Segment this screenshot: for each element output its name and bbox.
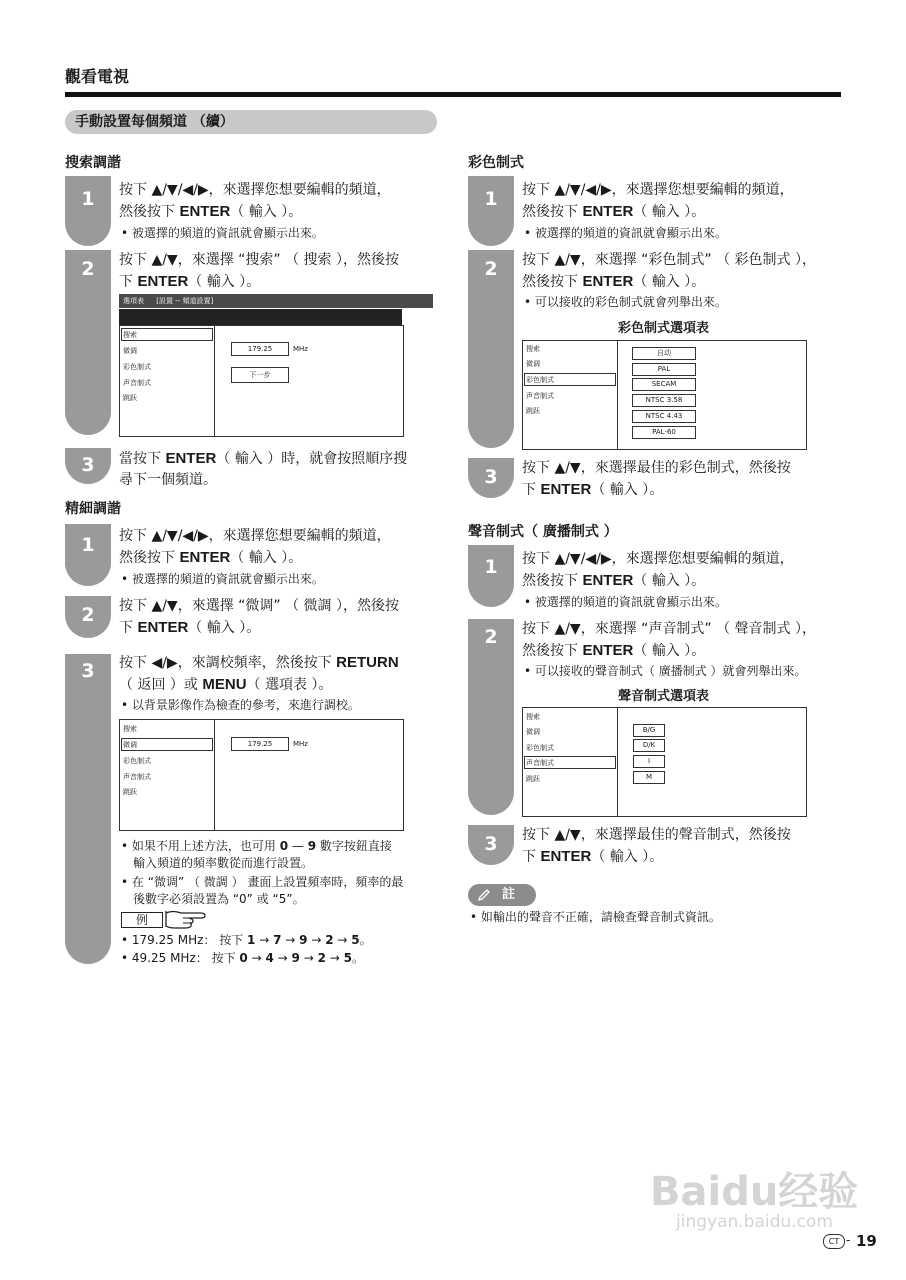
option-ntsc358[interactable]: NTSC 3.58 [632,394,696,407]
step-text [119,526,449,569]
key-9: 9 [307,839,317,853]
menu-item-color[interactable]: 彩色制式 [123,757,151,765]
note-label: 註 [502,887,516,902]
screen-header [119,294,433,308]
step-number: 2 [484,258,498,280]
key: 9 [299,933,308,947]
sound-heading: 聲音制式（ 廣播制式 ） [468,524,618,540]
text: 。 [359,933,372,947]
menu-item-fine[interactable]: 微调 [123,347,137,355]
text: 按下 ▲/▼，來選擇 “彩色制式” （ 彩色制式 ）， [522,252,817,268]
bullet: • 被選擇的頻道的資訊就會顯示出來。 [524,595,727,609]
text: 然後按下 [119,204,180,220]
text: 然後按下 [522,573,583,589]
step-number: 1 [81,534,95,556]
key: 0 [239,951,248,965]
note-bullet: • 如輸出的聲音不正確，請檢查聲音制式資訊。 [470,910,721,924]
step-text [522,549,852,592]
example-row: • 49.25 MHz： 按下 0 → 4 → 9 → 2 → 5。 [121,951,364,965]
menu-item-color[interactable]: 彩色制式 [123,363,151,371]
text: （ 輸入 ）。 [633,573,706,589]
next-button[interactable]: 下一步 [231,367,289,383]
text: 。 [351,951,364,965]
fine-screen [119,719,404,831]
page-number: 19 [856,1232,877,1250]
text: 尋下一個頻道。 [119,472,217,488]
menu-item-skip[interactable]: 跳跃 [526,407,540,415]
text: — [288,839,308,853]
example-row: • 179.25 MHz： 按下 1 → 7 → 9 → 2 → 5。 [121,933,372,947]
key-enter: ENTER [165,450,217,467]
option-pal60[interactable]: PAL-60 [632,426,696,439]
bullet-text: 可以接收的彩色制式就會列舉出來。 [534,295,727,309]
menu-item-color[interactable]: 彩色制式 [526,376,554,384]
chapter-title: 觀看電視 [65,67,130,86]
pointing-hand-icon [163,907,211,929]
text: 按下 ▲/▼，來選擇 “声音制式” （ 聲音制式 ）， [522,621,817,637]
step-text [119,652,449,696]
text: 按下 ▲/▼，來選擇最佳的彩色制式，然後按 [522,460,791,476]
key: 9 [291,951,300,965]
bullet: • 被選擇的頻道的資訊就會顯示出來。 [524,226,727,240]
step-text [522,180,852,223]
menu-item-sound[interactable]: 声音制式 [526,759,554,767]
text: （ 輸入 ）。 [230,204,303,220]
key-return: RETURN [336,654,399,671]
text: 下 [119,274,138,290]
pencil-icon [477,888,491,902]
step-number: 1 [484,188,498,210]
note-pill [468,884,536,906]
freq-unit: MHz [293,345,308,353]
option-auto[interactable]: 自动 [632,347,696,360]
bullet-text: 被選擇的頻道的資訊就會顯示出來。 [534,595,727,609]
key-enter: ENTER [582,203,634,220]
text: 按下 ◀/▶，來調校頻率，然後按下 [119,655,337,671]
example-freq: 49.25 MHz： [131,951,208,965]
step-number: 1 [484,556,498,578]
option-i[interactable]: I [633,755,665,768]
search-screen [119,325,404,437]
menu-item-skip[interactable]: 跳跃 [526,775,540,783]
step-text [119,448,449,491]
text: （ 選項表 ）。 [246,677,333,693]
text: （ 輸入 ）。 [591,482,664,498]
text: 按下 ▲/▼/◀/▶，來選擇您想要編輯的頻道， [119,182,391,198]
bullet-text: 可以接收的聲音制式（ 廣播制式 ）就會列舉出來。 [534,664,807,678]
text: 按下 ▲/▼，來選擇最佳的聲音制式，然後按 [522,827,791,843]
freq-field[interactable]: 179.25 [231,342,289,356]
example-label: 例 [121,912,163,928]
step-number: 1 [81,188,95,210]
option-ntsc443[interactable]: NTSC 4.43 [632,410,696,423]
menu-item-skip[interactable]: 跳跃 [123,394,137,402]
key-enter: ENTER [179,549,231,566]
key-enter: ENTER [179,203,231,220]
color-heading: 彩色制式 [468,155,524,171]
text: 如果不用上述方法，也可用 [131,839,280,853]
menu-item-sound[interactable]: 声音制式 [526,392,554,400]
menu-item-search[interactable]: 搜索 [123,725,137,733]
menu-item-search[interactable]: 搜索 [526,345,540,353]
example-freq: 179.25 MHz： [131,933,216,947]
step-text [522,619,852,662]
step-number: 3 [81,660,95,682]
bullet: • 可以接收的聲音制式（ 廣播制式 ）就會列舉出來。 [524,664,807,678]
screen-header-sub: [設置 -- 頻道設置] [156,297,214,305]
key-menu: MENU [202,676,247,693]
text: 下 [119,620,138,636]
text: 然後按下 [119,550,180,566]
menu-item-search[interactable]: 搜索 [123,331,137,339]
watermark-logo: Baidu经验 [650,1169,859,1215]
key-enter: ENTER [582,642,634,659]
key: 7 [273,933,282,947]
option-secam[interactable]: SECAM [632,378,696,391]
menu-item-fine[interactable]: 微调 [526,728,540,736]
option-pal[interactable]: PAL [632,363,696,376]
option-m[interactable]: M [633,771,665,784]
text: 後數字必須設置為 “0” 或 “5”。 [133,892,305,906]
step-bar [468,619,514,815]
text: （ 輸入 ）。 [633,204,706,220]
option-dk[interactable]: D/K [633,739,665,752]
bullet-text: 被選擇的頻道的資訊就會顯示出來。 [534,226,727,240]
step-text [522,825,852,868]
step-bar [468,176,514,246]
key-enter: ENTER [540,848,592,865]
text: （ 輸入 ）。 [633,643,706,659]
text: 然後按下 [522,204,583,220]
freq-unit: MHz [293,740,308,748]
key-enter: ENTER [582,572,634,589]
key-enter: ENTER [582,273,634,290]
step-number: 2 [81,258,95,280]
search-heading: 搜索調諧 [65,155,121,171]
step-bar [65,176,111,246]
freq-field[interactable]: 179.25 [231,737,289,751]
step-text [119,596,449,639]
bullet: • 可以接收的彩色制式就會列舉出來。 [524,295,727,309]
text: 按下 ▲/▼/◀/▶，來選擇您想要編輯的頻道， [119,528,391,544]
text: 按下 [219,933,248,947]
fine-heading: 精細調諧 [65,501,121,517]
step-text [522,458,852,501]
text: 按下 ▲/▼/◀/▶，來選擇您想要編輯的頻道， [522,182,794,198]
step-number: 3 [81,454,95,476]
key: 2 [325,933,334,947]
sound-screen [522,707,807,817]
text: 數字按鈕直接 [316,839,392,853]
key-enter: ENTER [540,481,592,498]
note-text: 如輸出的聲音不正確，請檢查聲音制式資訊。 [480,910,721,924]
text: （ 輸入 ）。 [633,274,706,290]
text: （ 輸入 ）。 [188,620,261,636]
text: （ 輸入 ）。 [188,274,261,290]
bullet-text: 以背景影像作為檢查的參考，來進行調校。 [131,698,360,712]
menu-item-color[interactable]: 彩色制式 [526,744,554,752]
text: 按下 ▲/▼/◀/▶，來選擇您想要編輯的頻道， [522,551,794,567]
bullet-text: 被選擇的頻道的資訊就會顯示出來。 [131,226,324,240]
menu-item-search[interactable]: 搜索 [526,713,540,721]
key-0: 0 [279,839,289,853]
text: 輸入頻道的頻率數從而進行設置。 [133,856,314,870]
menu-item-fine[interactable]: 微调 [123,741,137,749]
key: 5 [351,933,360,947]
color-screen [522,340,807,450]
step-text [119,250,449,293]
title-rule [65,92,841,97]
step-number: 2 [81,604,95,626]
key: 4 [265,951,274,965]
footer-dash: - [846,1233,851,1247]
option-bg[interactable]: B/G [633,724,665,737]
key-enter: ENTER [137,273,189,290]
step-number: 2 [484,626,498,648]
bullet: • 在 “微调” （ 微調 ） 畫面上設置頻率時，頻率的最 後數字必須設置為 “0” 或 “5”。 [121,874,451,908]
step-number: 3 [484,466,498,488]
section-pill: 手動設置每個頻道 （續） [65,110,437,134]
menu-item-sound[interactable]: 声音制式 [123,379,151,387]
text: （ 輸入 ）。 [591,849,664,865]
bullet-text: 被選擇的頻道的資訊就會顯示出來。 [131,572,324,586]
key-enter: ENTER [137,619,189,636]
step-bar [65,654,111,964]
table-title: 聲音制式選項表 [617,689,709,704]
table-title: 彩色制式選項表 [617,321,709,336]
screen-blackbar [119,309,402,325]
text: 按下 ▲/▼，來選擇 “微调” （ 微調 ），然後按 [119,598,400,614]
menu-item-fine[interactable]: 微调 [526,360,540,368]
text: 按下 [211,951,240,965]
text: 在 “微调” （ 微調 ） 畫面上設置頻率時，頻率的最 [131,875,404,889]
bullet: • 如果不用上述方法，也可用 0 — 9 數字按鈕直接 輸入頻道的頻率數從而進行設置。 [121,838,451,872]
text: 下 [522,849,541,865]
text: 按下 ▲/▼，來選擇 “搜索” （ 搜索 ），然後按 [119,252,400,268]
text: （ 輸入 ）時，就會按照順序搜 [216,451,408,467]
text: （ 輸入 ）。 [230,550,303,566]
menu-item-sound[interactable]: 声音制式 [123,773,151,781]
step-text [119,180,449,223]
screen-header-title: 選項表 [123,297,144,305]
key: 5 [343,951,352,965]
language-badge: CT [823,1234,845,1249]
bullet: • 被選擇的頻道的資訊就會顯示出來。 [121,572,324,586]
text: 然後按下 [522,274,583,290]
text: 然後按下 [522,643,583,659]
text: （ 返回 ）或 [119,677,203,693]
bullet: • 被選擇的頻道的資訊就會顯示出來。 [121,226,324,240]
watermark-url: jingyan.baidu.com [676,1212,833,1232]
step-text [522,250,852,293]
key: 1 [247,933,256,947]
key: 2 [317,951,326,965]
menu-item-skip[interactable]: 跳跃 [123,788,137,796]
step-number: 3 [484,833,498,855]
text: 當按下 [119,451,166,467]
text: 下 [522,482,541,498]
bullet: • 以背景影像作為檢查的參考，來進行調校。 [121,698,360,712]
